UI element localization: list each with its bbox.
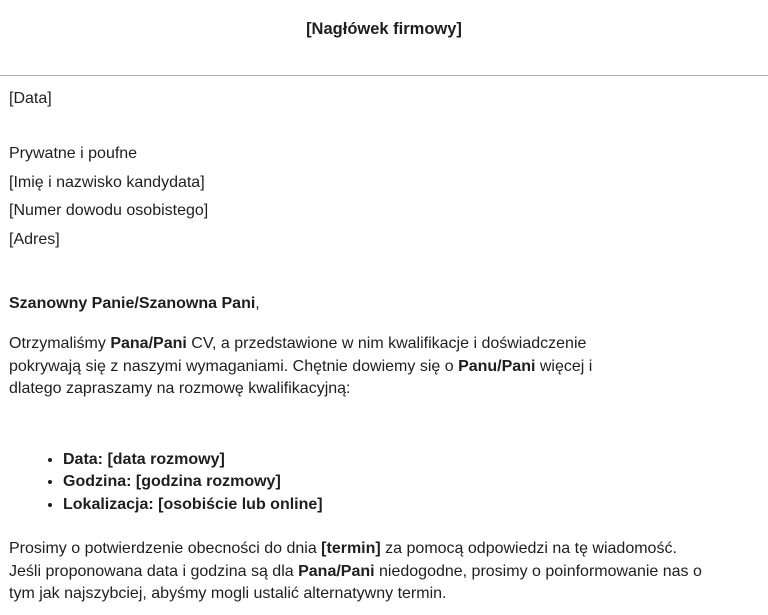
detail-time	[63, 471, 768, 494]
recipient-block	[9, 140, 759, 254]
detail-date-label: Data: [data rozmowy]	[63, 450, 225, 468]
detail-location-label: Lokalizacja: [osobiście lub online]	[63, 495, 323, 513]
detail-location	[63, 494, 768, 517]
interview-details-list	[0, 449, 768, 517]
letterhead-placeholder: [Nagłówek firmowy]	[306, 20, 462, 38]
address-placeholder: [Adres]	[9, 230, 60, 248]
closing-paragraph: Prosimy o potwierdzenie obecności do dnia [termin] za pomocą odpowiedzi na tę wiadomość. Jeśli proponowana data i godzina są dla Pana/Pani niedogodne, prosimy o poinformowanie nas o tym jak najszybciej, abyśmy mogli ustalić alternatywny termin.	[9, 540, 702, 602]
detail-date	[63, 449, 768, 472]
date-placeholder: [Data]	[9, 90, 52, 107]
intro-paragraph: Otrzymaliśmy Pana/Pani CV, a przedstawione w nim kwalifikacje i doświadczenie pokrywają się z naszymi wymaganiami. Chętnie dowiemy się o Panu/Pani więcej i dlatego zapraszamy na rozmowę kwalifikacyjną:	[9, 335, 593, 397]
salutation: Szanowny Panie/Szanowna Pani,	[9, 295, 260, 312]
confidentiality-note: Prywatne i poufne	[9, 145, 138, 162]
candidate-name-placeholder: [Imię i nazwisko kandydata]	[9, 173, 205, 191]
detail-time-label: Godzina: [godzina rozmowy]	[63, 473, 281, 490]
id-number-placeholder: [Numer dowodu osobistego]	[9, 202, 209, 219]
header-divider	[0, 75, 768, 76]
